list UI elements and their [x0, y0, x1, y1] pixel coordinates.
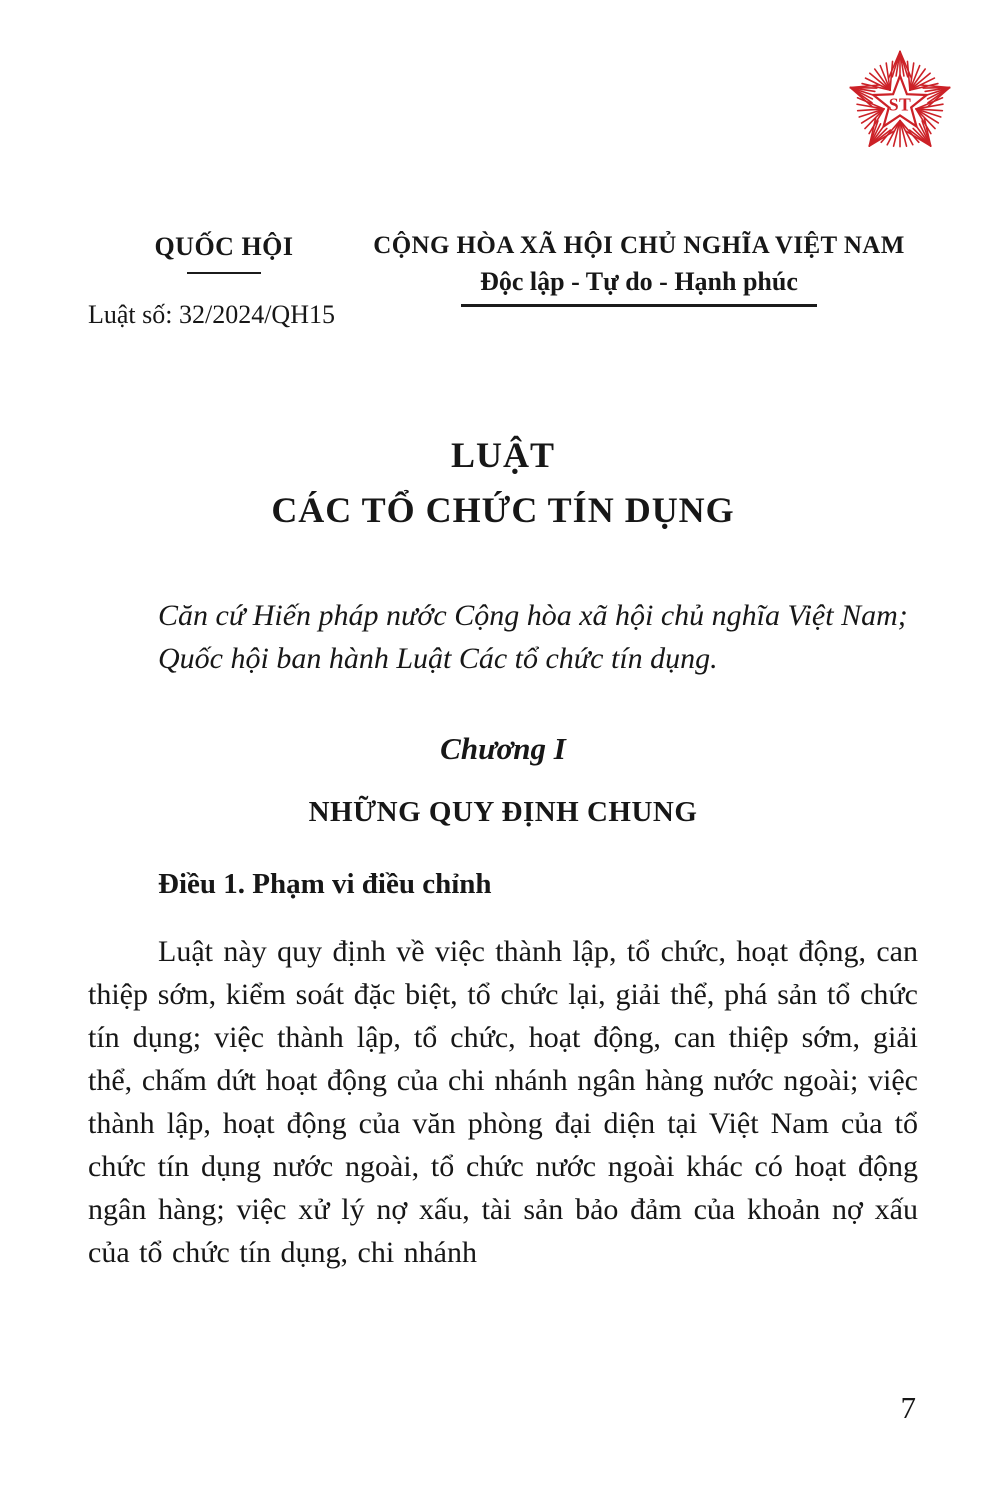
document-title-line2: CÁC TỔ CHỨC TÍN DỤNG — [271, 490, 735, 530]
chapter-title: NHỮNG QUY ĐỊNH CHUNG — [308, 796, 698, 828]
logo-monogram: ST — [888, 94, 912, 115]
preamble-paragraph-2: Quốc hội ban hành Luật Các tổ chức tín dụng. — [158, 642, 718, 675]
starburst-icon — [844, 44, 956, 156]
publisher-logo — [844, 44, 956, 156]
long-underline-rule — [461, 304, 817, 307]
preamble-paragraph-1: Căn cứ Hiến pháp nước Cộng hòa xã hội chủ nghĩa Việt Nam; — [158, 599, 908, 632]
document-header — [88, 232, 918, 330]
article-body-text: Luật này quy định về việc thành lập, tổ chức, hoạt động, can thiệp sớm, kiểm soát đặc biệt, tổ chức lại, giải thể, phá sản tổ chức tín dụng; việc thành lập, tổ chức, hoạt động, can thiệp sớm, giải thể, chấm dứt hoạt động của chi nhánh ngân hàng nước ngoài; việc thành lập, hoạt động của văn phòng đại diện tại Việt Nam của tổ chức tín dụng nước ngoài, tổ chức nước ngoài khác có hoạt động ngân hàng; việc xử lý nợ xấu, tài sản bảo đảm của khoản nợ xấu của tổ chức tín dụng, chi nhánh — [88, 935, 918, 1269]
document-title-line1: LUẬT — [450, 435, 556, 475]
issuing-body: QUỐC HỘI — [154, 232, 294, 261]
header-right-column — [360, 232, 918, 307]
document-title — [88, 428, 918, 538]
article-heading: Điều 1. Phạm vi điều chỉnh — [158, 868, 492, 900]
header-left-column — [88, 232, 360, 330]
preamble — [88, 594, 918, 680]
law-number: Luật số: 32/2024/QH15 — [88, 300, 335, 329]
national-motto-line1: CỘNG HÒA XÃ HỘI CHỦ NGHĨA VIỆT NAM — [373, 232, 905, 259]
page-number: 7 — [900, 1390, 916, 1425]
chapter-label: Chương I — [440, 731, 566, 766]
short-underline-rule — [187, 272, 261, 274]
national-motto-line2: Độc lập - Tự do - Hạnh phúc — [480, 267, 798, 296]
